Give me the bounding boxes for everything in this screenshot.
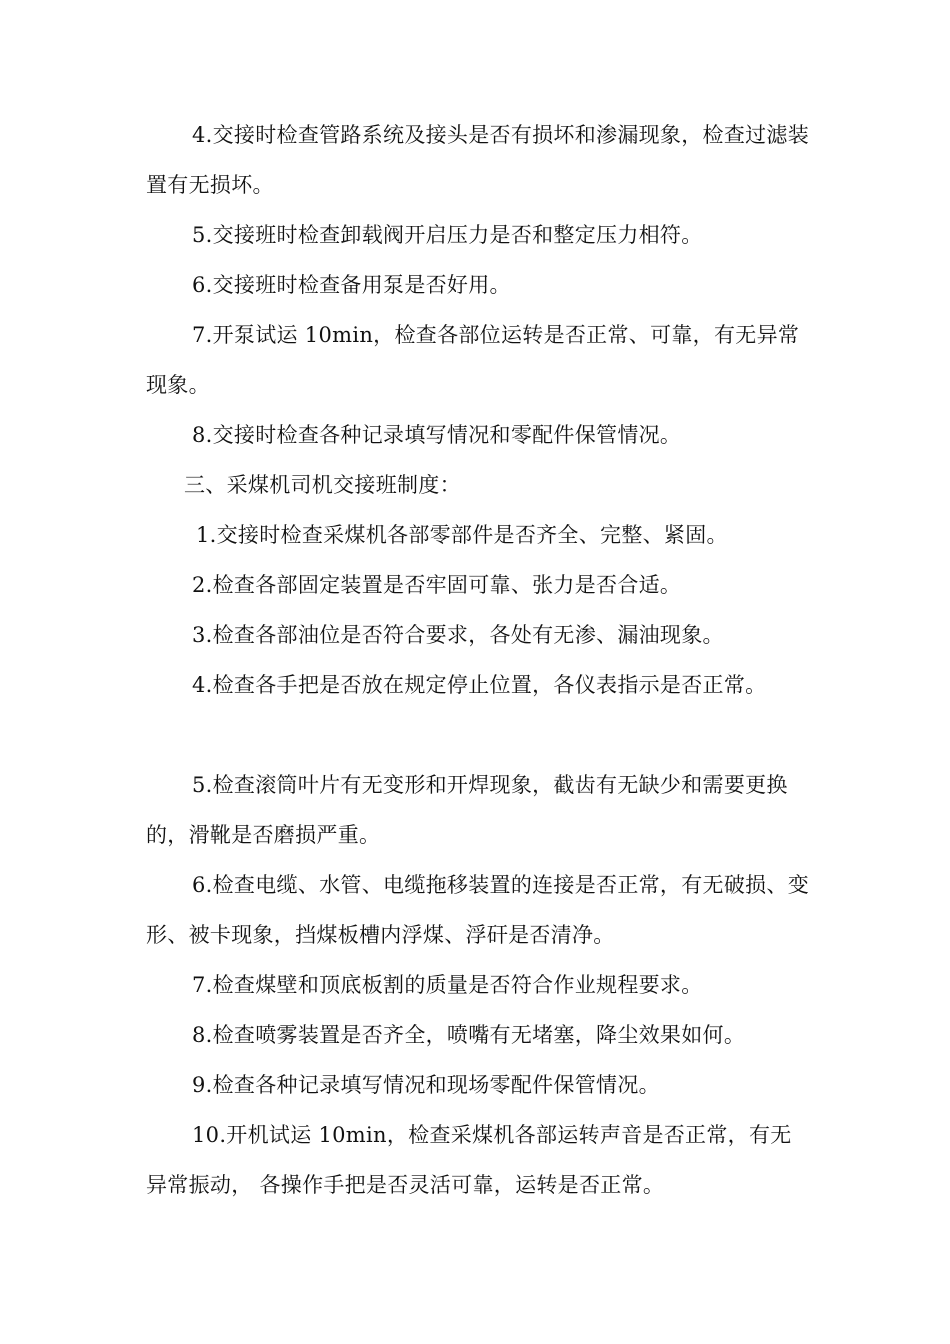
paragraph-shearer-item-5: 5.检查滚筒叶片有无变形和开焊现象，截齿有无缺少和需要更换的，滑靴是否磨损严重。 [146, 773, 788, 847]
paragraph-shearer-item-4: 4.检查各手把是否放在规定停止位置，各仪表指示是否正常。 [192, 673, 767, 697]
paragraph-item-5-unloading-valve: 5.交接班时检查卸载阀开启压力是否和整定压力相符。 [192, 223, 703, 247]
paragraph-shearer-item-6: 6.检查电缆、水管、电缆拖移装置的连接是否正常，有无破损、变形、被卡现象，挡煤板槽内浮煤、浮矸是否清净。 [146, 873, 810, 947]
paragraph-shearer-item-10: 10.开机试运 10min，检查采煤机各部运转声音是否正常，有无异常振动， 各操作手把是否灵活可靠，运转是否正常。 [146, 1123, 792, 1197]
paragraph-shearer-item-3: 3.检查各部油位是否符合要求，各处有无渗、漏油现象。 [192, 623, 724, 647]
paragraph-shearer-item-1: 1.交接时检查采煤机各部零部件是否齐全、完整、紧固。 [196, 523, 728, 547]
paragraph-item-4-pipe-check: 4.交接时检查管路系统及接头是否有损坏和渗漏现象，检查过滤装置有无损坏。 [146, 123, 810, 197]
paragraph-shearer-item-8: 8.检查喷雾装置是否齐全，喷嘴有无堵塞，降尘效果如何。 [192, 1023, 746, 1047]
paragraph-item-6-standby-pump: 6.交接班时检查备用泵是否好用。 [192, 273, 511, 297]
section-heading-shearer-handover: 三、采煤机司机交接班制度： [184, 473, 461, 497]
paragraph-shearer-item-9: 9.检查各种记录填写情况和现场零配件保管情况。 [192, 1073, 660, 1097]
paragraph-item-7-pump-trial: 7.开泵试运 10min，检查各部位运转是否正常、可靠，有无异常现象。 [146, 323, 800, 397]
paragraph-item-8-records: 8.交接时检查各种记录填写情况和零配件保管情况。 [192, 423, 682, 447]
paragraph-shearer-item-2: 2.检查各部固定装置是否牢固可靠、张力是否合适。 [192, 573, 682, 597]
paragraph-shearer-item-7: 7.检查煤壁和顶底板割的质量是否符合作业规程要求。 [192, 973, 703, 997]
